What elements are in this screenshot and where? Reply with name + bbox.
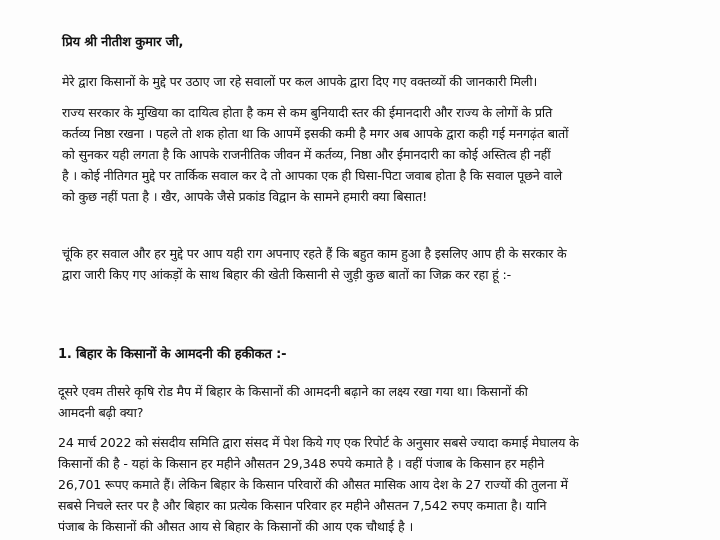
section-1-body-line-1: 24 मार्च 2022 को संसदीय समिति द्वारा संसद में पेश किये गए एक रिपोर्ट के अनुसार सबसे ज्यादा कमाई मेघालय के (58, 435, 579, 450)
paragraph-3-line-1: चूंकि हर सवाल और हर मुद्दे पर आप यही राग अपनाए रहते हैं कि बहुत काम हुआ है इसलिए आप ही के सरकार के (62, 246, 567, 261)
section-1-heading: 1. बिहार के किसानों के आमदनी की हकीकत :- (58, 347, 287, 362)
paragraph-2-line-2: कर्तव्य निष्ठा रखना । पहले तो शक होता था कि आपमें इसकी कमी है मगर अब आपके द्वारा कही गई मनगढ़ंत बातों (62, 126, 569, 141)
paragraph-2-line-4: है । कोई नीतिगत मुद्दे पर तार्किक सवाल कर दे तो आपका एक ही घिसा-पिटा जवाब होता है कि सवाल पूछने वाले (62, 168, 562, 183)
paragraph-1-line-1: मेरे द्वारा किसानों के मुद्दे पर उठाए जा रहे सवालों पर कल आपके द्वारा दिए गए वक्तव्यों की जानकारी मिली। (62, 74, 538, 89)
section-1-body-line-3: 26,701 रूपए कमाते हैं। लेकिन बिहार के किसान परिवारों की औसत मासिक आय देश के 27 राज्यों की तुलना में (58, 477, 568, 492)
section-1-body-line-5: पंजाब के किसानों की औसत आय से बिहार के किसानों की आय एक चौथाई है । (58, 519, 414, 534)
salutation: प्रिय श्री नीतीश कुमार जी, (62, 35, 184, 50)
section-1-question-line-2: आमदनी बढ़ी क्या? (58, 405, 144, 420)
paragraph-2-line-1: राज्य सरकार के मुखिया का दायित्व होता है कम से कम बुनियादी स्तर की ईमानदारी और राज्य के लोगों के प्रति (62, 105, 553, 120)
paragraph-2-line-5: को कुछ नहीं पता है । खैर, आपके जैसे प्रकांड विद्वान के सामने हमारी क्या बिसात! (62, 189, 428, 204)
section-1-question-line-1: दूसरे एवम तीसरे कृषि रोड मैप में बिहार के किसानों की आमदनी बढ़ाने का लक्ष्य रखा गया था। किसानों की (58, 384, 528, 399)
section-1-body-line-2: किसानों की है - यहां के किसान हर महीने औसतन 29,348 रुपये कमाते है । वहीं पंजाब के किसान हर महीने (58, 456, 545, 471)
paragraph-2-line-3: को सुनकर यही लगता है कि आपके राजनीतिक जीवन में कर्तव्य, निष्ठा और ईमानदारी का कोई अस्तित्व ही नहीं (62, 147, 551, 162)
section-1-body-line-4: सबसे निचले स्तर पर है और बिहार का प्रत्येक किसान परिवार हर महीने औसतन 7,542 रुपए कमाता है। यानि (58, 498, 547, 513)
paragraph-3-line-2: द्वारा जारी किए गए आंकड़ों के साथ बिहार की खेती किसानी से जुड़ी कुछ बातों का जिक्र कर रहा हूं :- (62, 267, 512, 282)
